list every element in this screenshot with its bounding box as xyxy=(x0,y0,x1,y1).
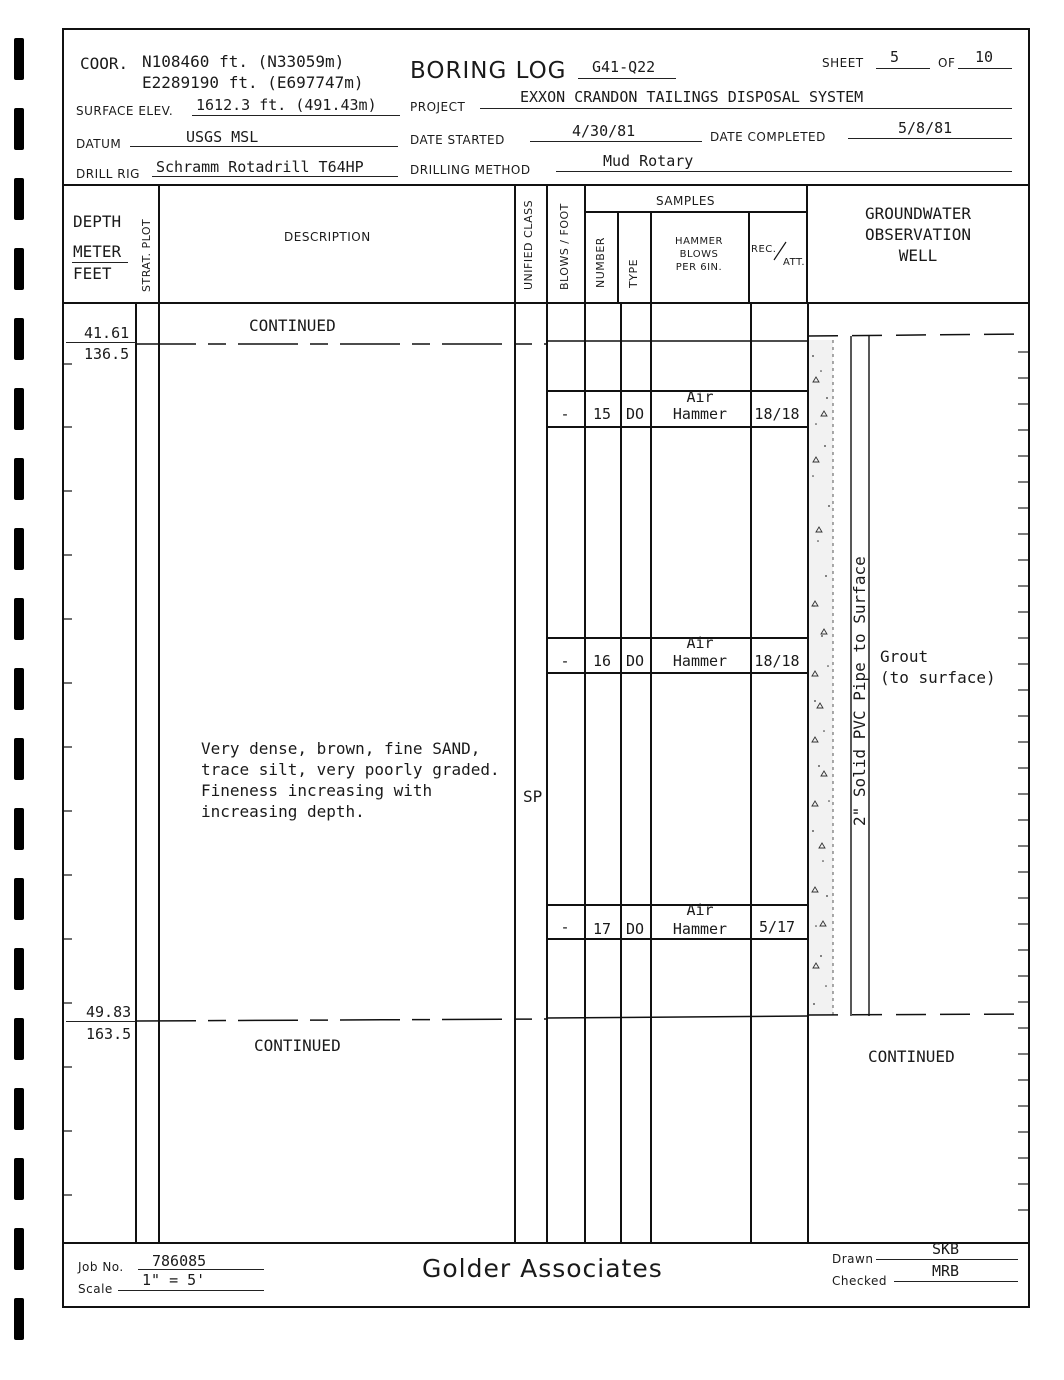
depth-header: DEPTH xyxy=(73,212,122,231)
rec-header: REC. xyxy=(751,244,777,255)
drilling-method: Mud Rotary xyxy=(603,152,694,170)
pipe-label: 2" Solid PVC Pipe to Surface xyxy=(850,556,869,826)
unified-class-value: SP xyxy=(523,787,543,806)
job-label: Job No. xyxy=(78,1260,124,1274)
description-header: DESCRIPTION xyxy=(284,230,371,244)
sample-number: 17 xyxy=(592,920,612,938)
att-header: ATT. xyxy=(783,257,806,268)
sample-blows: - xyxy=(560,918,570,936)
datum: USGS MSL xyxy=(186,128,259,146)
sample-hammer-2: Hammer xyxy=(672,652,728,670)
sample-blows: - xyxy=(560,652,570,670)
continued-top: CONTINUED xyxy=(249,316,336,335)
datum-label: DATUM xyxy=(76,137,122,151)
description-line: trace silt, very poorly graded. xyxy=(201,760,500,779)
strat-plot-header: STRAT. PLOT xyxy=(140,218,153,292)
sample-rec: 5/17 xyxy=(758,918,796,936)
grout-label: Grout xyxy=(880,647,929,666)
drill-rig-label: DRILL RIG xyxy=(76,167,140,181)
checked-label: Checked xyxy=(832,1274,887,1288)
meter-header: METER xyxy=(73,242,122,261)
surface-elev-label: SURFACE ELEV. xyxy=(76,104,174,118)
sample-rec: 18/18 xyxy=(754,405,800,423)
grout-note: (to surface) xyxy=(880,668,996,687)
bottom-boundary-line xyxy=(136,1008,1028,1028)
gw-header-2: OBSERVATION xyxy=(865,225,971,244)
sample-hammer-1: Air xyxy=(686,901,714,919)
type-header: TYPE xyxy=(627,258,640,288)
continued-bottom: CONTINUED xyxy=(254,1036,341,1055)
sheet-label: SHEET xyxy=(822,56,864,70)
drawn: SKB xyxy=(932,1240,960,1258)
gw-header-1: GROUNDWATER xyxy=(865,204,971,223)
sample-blows: - xyxy=(560,405,570,423)
scale: 1" = 5' xyxy=(142,1271,206,1289)
date-started: 4/30/81 xyxy=(572,122,636,140)
hammer-header-3: PER 6IN. xyxy=(675,262,723,273)
company-name: Golder Associates xyxy=(422,1254,663,1283)
description-line: Very dense, brown, fine SAND, xyxy=(201,739,481,758)
sample-type: DO xyxy=(625,405,645,423)
hammer-header-1: HAMMER xyxy=(675,236,723,247)
sample-hammer-1: Air xyxy=(686,388,714,406)
bottom-meter: 49.83 xyxy=(86,1003,132,1021)
description-line: Fineness increasing with xyxy=(201,781,433,800)
sample-type: DO xyxy=(625,920,645,938)
top-feet: 136.5 xyxy=(84,345,130,363)
job-no: 786085 xyxy=(152,1252,207,1270)
sheet-no: 5 xyxy=(890,48,900,66)
drill-rig: Schramm Rotadrill T64HP xyxy=(156,158,364,176)
date-started-label: DATE STARTED xyxy=(410,133,505,147)
sample-rec: 18/18 xyxy=(754,652,800,670)
drilling-method-label: DRILLING METHOD xyxy=(410,163,531,177)
blows-foot-header: BLOWS / FOOT xyxy=(558,203,571,290)
log-id: G41-Q22 xyxy=(592,58,656,76)
sample-number: 16 xyxy=(592,652,612,670)
coor-north: N108460 ft. (N33059m) xyxy=(142,52,345,71)
bottom-feet: 163.5 xyxy=(86,1025,132,1043)
sample-hammer-2: Hammer xyxy=(672,405,728,423)
checked: MRB xyxy=(932,1262,960,1280)
unified-class-header: UNIFIED CLASS xyxy=(522,199,535,290)
continued-well: CONTINUED xyxy=(868,1047,955,1066)
number-header: NUMBER xyxy=(594,237,607,288)
description-line: increasing depth. xyxy=(201,802,365,821)
hammer-header-2: BLOWS xyxy=(679,249,719,260)
scale-label: Scale xyxy=(78,1282,113,1296)
sample-number: 15 xyxy=(592,405,612,423)
of-label: OF xyxy=(938,56,956,70)
top-meter: 41.61 xyxy=(84,324,130,342)
drawn-label: Drawn xyxy=(832,1252,874,1266)
sample-type: DO xyxy=(625,652,645,670)
samples-header: SAMPLES xyxy=(656,194,716,208)
coor-label: COOR. xyxy=(80,54,129,73)
date-completed-label: DATE COMPLETED xyxy=(710,130,826,144)
gw-header-3: WELL xyxy=(898,246,938,265)
sample-hammer-1: Air xyxy=(686,634,714,652)
log-title: BORING LOG xyxy=(410,58,567,84)
project-label: PROJECT xyxy=(410,100,466,114)
sheet-total: 10 xyxy=(975,48,994,66)
surface-elev: 1612.3 ft. (491.43m) xyxy=(196,96,377,114)
date-completed: 5/8/81 xyxy=(898,119,953,137)
feet-header: FEET xyxy=(73,264,112,283)
coor-east: E2289190 ft. (E697747m) xyxy=(142,73,364,92)
project: EXXON CRANDON TAILINGS DISPOSAL SYSTEM xyxy=(520,88,864,106)
sample-hammer-2: Hammer xyxy=(672,920,728,938)
top-boundary-line xyxy=(136,330,1028,350)
